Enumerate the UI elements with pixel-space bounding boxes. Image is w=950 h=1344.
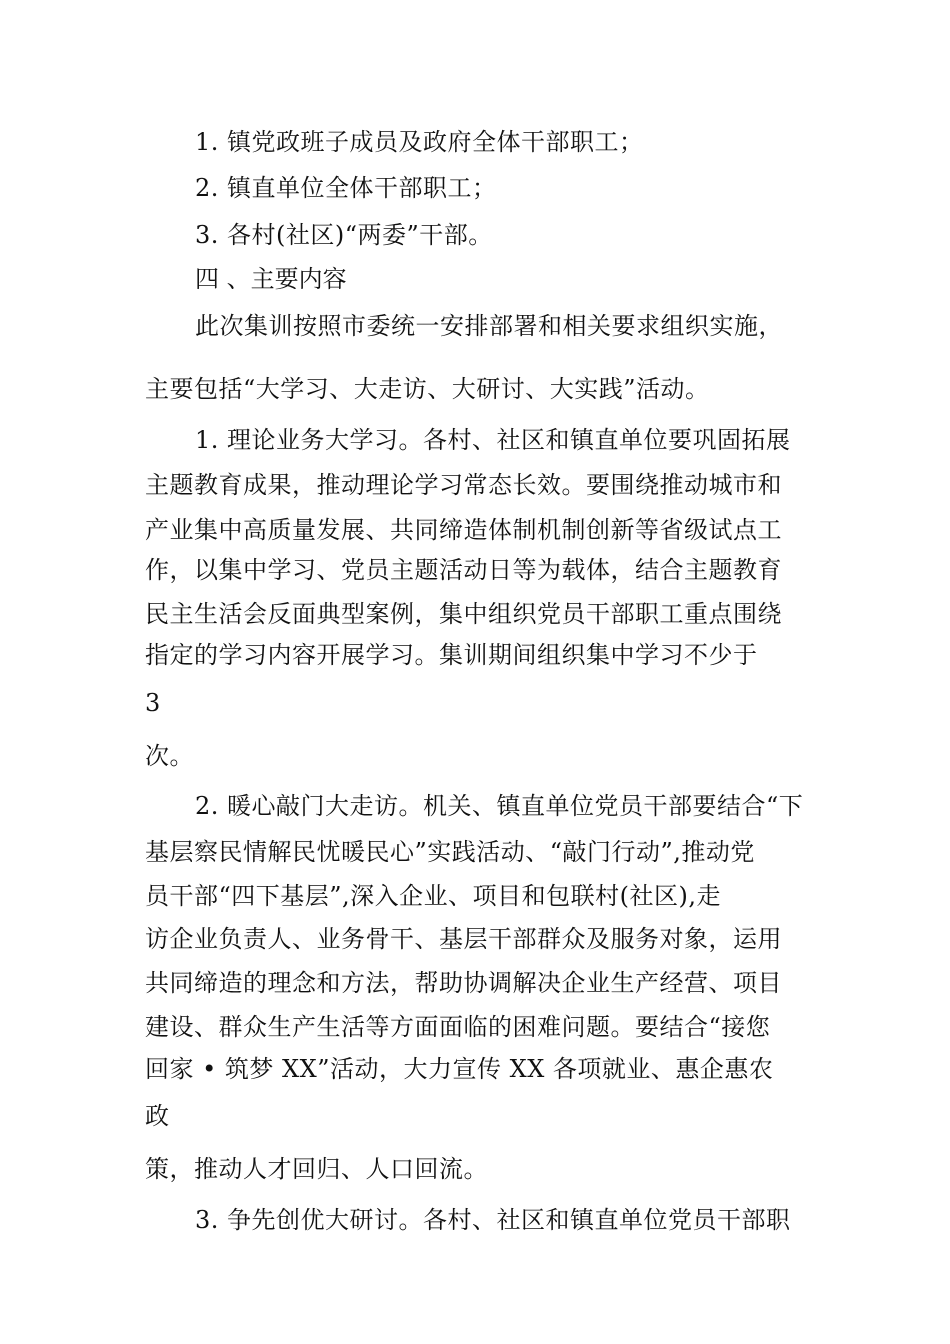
text-line: 3. 各村(社区)“两委”干部。 (195, 221, 493, 249)
text-line: 访企业负责人、业务骨干、基层干部群众及服务对象，运用 (145, 925, 782, 953)
text-line: 2. 暖心敲门大走访。机关、镇直单位党员干部要结合“下 (195, 792, 804, 820)
text-line: 基层察民情解民忧暖民心”实践活动、“敲门行动”,推动党 (145, 838, 755, 866)
text-line: 策，推动人才回归、人口回流。 (145, 1155, 488, 1183)
text-line: 2. 镇直单位全体干部职工； (195, 174, 497, 202)
text-line: 1. 理论业务大学习。各村、社区和镇直单位要巩固拓展 (195, 426, 791, 454)
section-heading: 四 、主要内容 (195, 265, 347, 293)
text-line: 产业集中高质量发展、共同缔造体制机制创新等省级试点工 (145, 516, 782, 544)
text-line: 共同缔造的理念和方法，帮助协调解决企业生产经营、项目 (145, 969, 782, 997)
text-line: 1. 镇党政班子成员及政府全体干部职工； (195, 128, 644, 156)
text-line: 民主生活会反面典型案例，集中组织党员干部职工重点围绕 (145, 600, 782, 628)
text-line: 3. 争先创优大研讨。各村、社区和镇直单位党员干部职 (195, 1206, 791, 1234)
text-line: 作，以集中学习、党员主题活动日等为载体，结合主题教育 (145, 556, 782, 584)
text-line: 政 (145, 1102, 170, 1130)
text-line: 员干部“四下基层”,深入企业、项目和包联村(社区),走 (145, 882, 722, 910)
text-line: 次。 (145, 742, 194, 770)
text-line: 主题教育成果，推动理论学习常态长效。要围绕推动城市和 (145, 471, 782, 499)
text-line: 此次集训按照市委统一安排部署和相关要求组织实施， (195, 312, 783, 340)
text-line: 3 (145, 689, 161, 717)
text-line: 主要包括“大学习、大走访、大研讨、大实践”活动。 (145, 375, 710, 403)
text-line: 指定的学习内容开展学习。集训期间组织集中学习不少于 (145, 641, 758, 669)
text-line: 回家 • 筑梦 XX”活动，大力宣传 XX 各项就业、惠企惠农 (145, 1055, 774, 1083)
text-line: 建设、群众生产生活等方面面临的困难问题。要结合“接您 (145, 1013, 771, 1041)
